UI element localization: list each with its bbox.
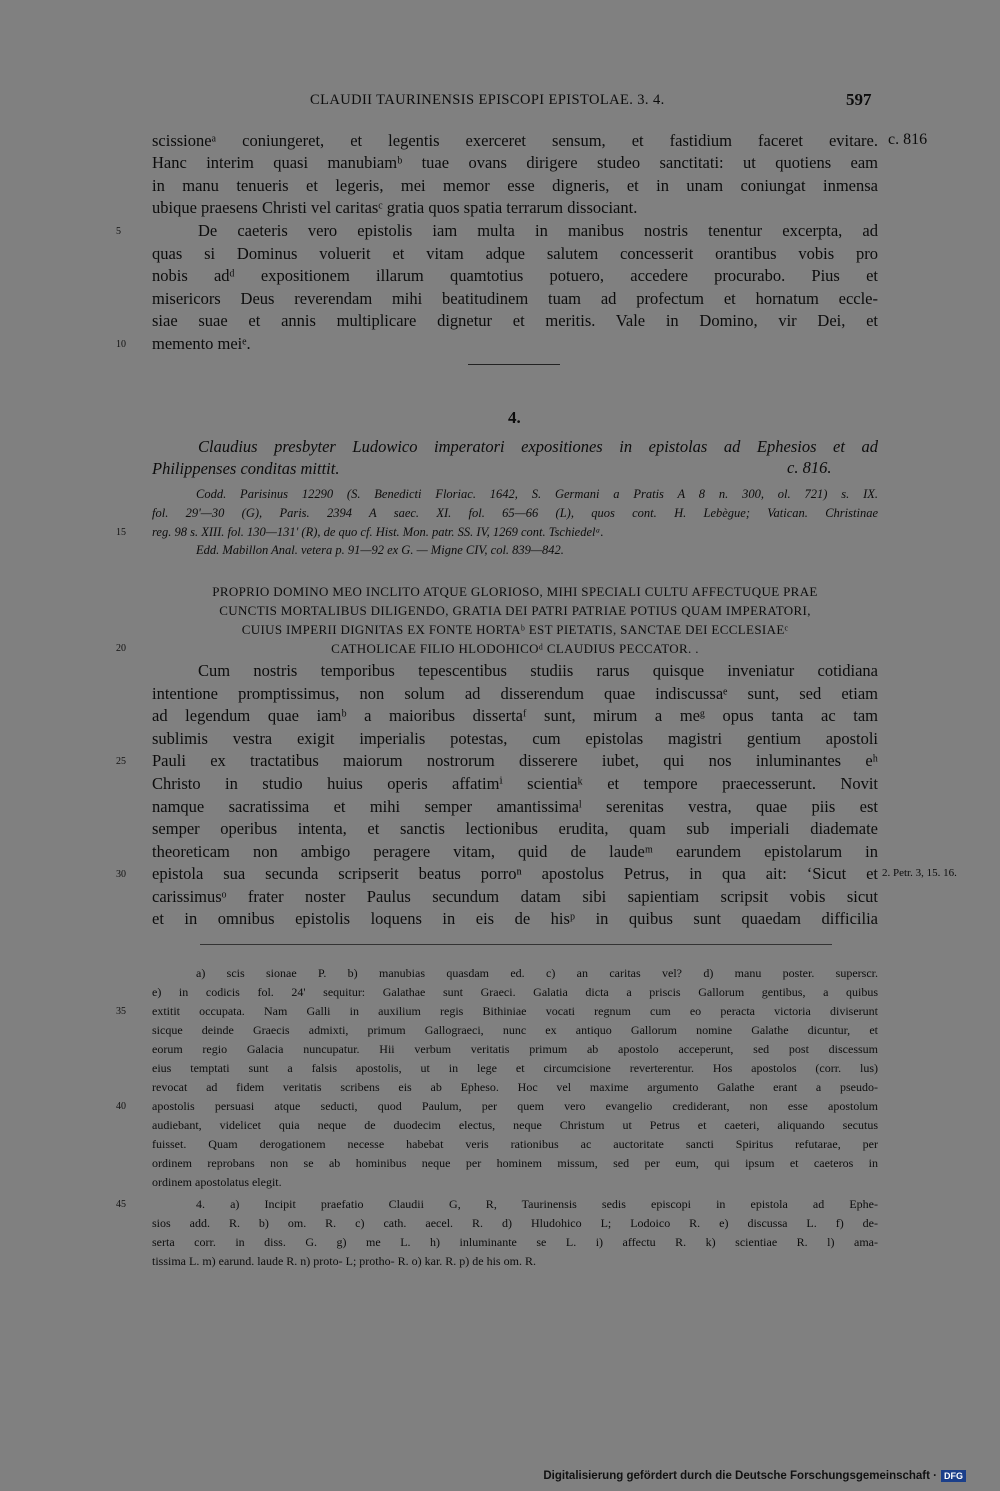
text-line: namque sacratissima et mihi semper amantissimaˡ serenitas vestra, quae piis est [152, 797, 878, 816]
section-divider [468, 364, 560, 365]
text-line: ubique praesens Christi vel caritasᶜ gratia quos spatia terrarum dissociant. [152, 198, 638, 217]
text-line: Hanc interim quasi manubiamᵇ tuae ovans dirigere studeo sanctitati: ut quotiens eam [152, 153, 878, 172]
line-number: 30 [116, 869, 126, 880]
text-line: memento meiᵉ. [152, 334, 251, 353]
footnote-line: serta corr. in diss. G. g) me L. h) inluminante se L. i) affectu R. k) scientiae R. l) ama- [152, 1235, 878, 1249]
footnote-line: eius temptati sunt a falsis apostolis, ut in lege et circumcisione reverterentur. Hos apostolos (corr. lus) [152, 1061, 878, 1075]
text-line: nobis adᵈ expositionem illarum quamtotius potuero, accedere procurabo. Pius et [152, 266, 878, 285]
running-title: CLAUDII TAURINENSIS EPISCOPI EPISTOLAE. 3. 4. [310, 92, 665, 108]
margin-date: c. 816 [888, 131, 928, 148]
footnote-line: e) in codicis fol. 24' sequitur: Galathae sunt Graeci. Galatia dicta a priscis Gallorum gentibus, a quibus [152, 985, 878, 999]
page-number: 597 [846, 90, 872, 109]
inscriptio-line: CATHOLICAE FILIO HLODOHICOᵈ CLAUDIUS PECCATOR. . [331, 641, 699, 656]
footnote-line: ordinem reprobans non se ab hominibus neque per hominem missum, sed per eum, qui ipsum et caeteros in [152, 1156, 878, 1170]
text-line: semper operibus intenta, et sanctis lectionibus erudita, quam sub imperiali diademate [152, 819, 878, 838]
text-line: ad legendum quae iamᵇ a maioribus dissertaᶠ sunt, mirum a meᵍ opus tanta ac tam [152, 706, 878, 725]
text-line: in manu tenueris et legeris, mei memor esse digneris, et in unam coniungat inmensa [152, 176, 878, 195]
credit-text: Digitalisierung gefördert durch die Deutsche Forschungsgemeinschaft · [543, 1470, 937, 1483]
text-line: et in omnibus epistolis loquens in eis de hisᵖ in quibus sunt quaedam difficilia [152, 909, 878, 928]
line-number: 35 [116, 1006, 126, 1017]
line-number: 25 [116, 756, 126, 767]
editions-line: Edd. Mabillon Anal. vetera p. 91—92 ex G. — Migne CIV, col. 839—842. [196, 543, 564, 557]
codices-line: Codd. Parisinus 12290 (S. Benedicti Floriac. 1642, S. Germani a Pratis A 8 n. 300, ol. 721) s. IX. [196, 487, 878, 501]
footnote-rule [200, 944, 832, 945]
codices-line: fol. 29'—30 (G), Paris. 2394 A saec. XI. fol. 65—66 (L), quos cont. H. Lebègue; Vatican. Christinae [152, 506, 878, 520]
footnote-line: apostolis persuasi atque seducti, quod Paulum, per quem vero evangelio crediderant, non esse apostolum [152, 1099, 878, 1113]
text-line: Christo in studio huius operis affatimⁱ scientiaᵏ et tempore praecesserunt. Novit [152, 774, 878, 793]
text-line: epistola sua secunda scripserit beatus porroⁿ apostolus Petrus, in qua ait: ‘Sicut et [152, 864, 878, 883]
text-line: siae suae et annis multiplicare dignetur et meritis. Vale in Domino, vir Dei, et [152, 311, 878, 330]
inscriptio-line: CUNCTIS MORTALIBUS DILIGENDO, GRATIA DEI PATRI PATRIAE POTIUS QUAM IMPERATORI, [219, 603, 811, 618]
section-number: 4. [508, 408, 521, 427]
footnote-line: sicque deinde Graecis admixti, primum Gallograeci, nunc ex antiquo Gallorum nomine Galathe dicuntur, et [152, 1023, 878, 1037]
line-number: 45 [116, 1199, 126, 1210]
text-line: misericors Deus reverendam mihi beatitudinem tuam ad profectum et hornatum eccle- [152, 289, 878, 308]
footnote-line: extitit occupata. Nam Galli in auxilium regis Bithiniae vocati regnum cum eo peracta victoria diviserunt [152, 1004, 878, 1018]
regest-date: c. 816. [787, 458, 832, 477]
footnote-line: fuisset. Quam derogationem necesse habebat veris rationibus ac auctoritate sancti Spiritus refutarae, per [152, 1137, 878, 1151]
footnote-line: eorum regio Galacia nuncupatur. Hii verbum veritatis primum ab apostolo acceperunt, sed post discessum [152, 1042, 878, 1056]
text-line: sublimis vestra exigit imperialis potestas, cum epistolas magistri gentium apostoli [152, 729, 878, 748]
text-line: scissioneᵃ coniungeret, et legentis exerceret sensum, et fastidium faceret evitare. [152, 131, 878, 150]
line-number: 10 [116, 339, 126, 350]
line-number: 5 [116, 226, 121, 237]
footnote-line: revocat ad fidem veritatis scribens eis ab Epheso. Hoc vel maxime argumento Galathe erant a pseudo- [152, 1080, 878, 1094]
footnote-line: sios add. R. b) om. R. c) cath. aecel. R. d) Hludohico L; Lodoico R. e) discussa L. f) de- [152, 1216, 878, 1230]
codices-line: reg. 98 s. XIII. fol. 130—131' (R), de quo cf. Hist. Mon. patr. SS. IV, 1269 cont. Tschiedelᵃ. [152, 525, 604, 539]
text-line: Pauli ex tractatibus maiorum nostrorum disserere iubet, qui nos inluminantes eʰ [152, 751, 878, 770]
footnote-line: 4. a) Incipit praefatio Claudii G, R, Taurinensis sedis episcopi in epistola ad Ephe- [196, 1197, 878, 1211]
margin-reference: 2. Petr. 3, 15. 16. [882, 867, 957, 879]
dfg-logo: DFG [941, 1470, 966, 1482]
digitization-credit [543, 1470, 966, 1482]
text-line: carissimusᵒ frater noster Paulus secundum datam sibi sapientiam scripsit vobis sicut [152, 887, 878, 906]
inscriptio-line: PROPRIO DOMINO MEO INCLITO ATQUE GLORIOSO, MIHI SPECIALI CULTU AFFECTUQUE PRAE [212, 584, 818, 599]
text-line: intentione promptissimus, non solum ad disserendum quae indiscussaᵉ sunt, sed etiam [152, 684, 878, 703]
line-number: 15 [116, 527, 126, 538]
footnote-line: ordinem apostolatus elegit. [152, 1175, 282, 1189]
text-line: theoreticam non ambigo peragere vitam, quid de laudeᵐ earundem epistolarum in [152, 842, 878, 861]
footnote-line: tissima L. m) earund. laude R. n) proto- L; protho- R. o) kar. R. p) de his om. R. [152, 1254, 536, 1268]
footnote-line: a) scis sionae P. b) manubias quasdam ed. c) an caritas vel? d) manu poster. superscr. [196, 966, 878, 980]
inscriptio-line: CUIUS IMPERII DIGNITAS EX FONTE HORTAᵇ EST PIETATIS, SANCTAE DEI ECCLESIAEᶜ [241, 622, 789, 637]
text-line: Cum nostris temporibus tepescentibus studiis rarus quisque inveniatur cotidiana [198, 661, 878, 680]
text-line: quas si Dominus voluerit et vitam adque salutem concesserit orantibus vobis pro [152, 244, 878, 263]
text-line: De caeteris vero epistolis iam multa in manibus nostris tenentur excerpta, ad [198, 221, 878, 240]
regest-line: Claudius presbyter Ludowico imperatori expositiones in epistolas ad Ephesios et ad [198, 437, 878, 456]
line-number: 40 [116, 1101, 126, 1112]
regest-line: Philippenses conditas mittit. [152, 459, 340, 478]
footnote-line: audiebant, videlicet quia neque de duodecim electus, neque Christum ut Petrus et caeteri, aliquando secutus [152, 1118, 878, 1132]
line-number: 20 [116, 643, 126, 654]
